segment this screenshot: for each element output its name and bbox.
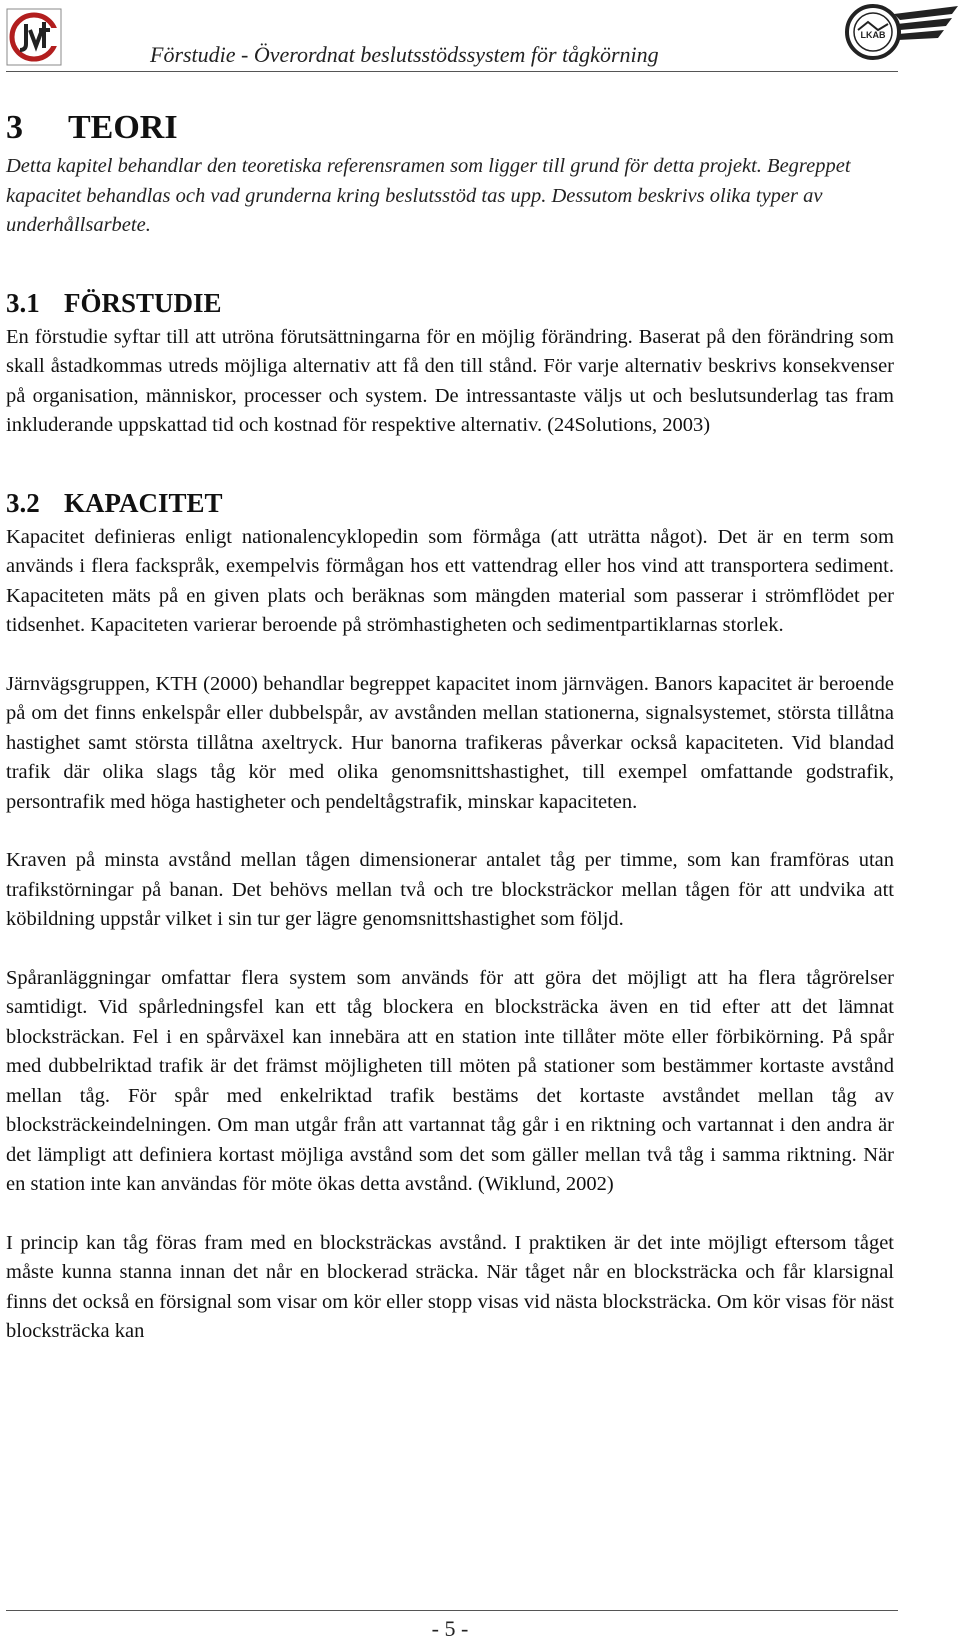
paragraph: Kraven på minsta avstånd mellan tågen dimensionerar antalet tåg per timme, som kan framföras utan trafikstörningar på banan. Det behövs mellan två och tre blocksträckor mellan tågen för att undvika att köbildning uppstår vilket i sin tur ger lägre genomsnittshastighet som följd. bbox=[6, 849, 894, 930]
page-number: - 5 - bbox=[431, 1616, 469, 1641]
paragraph: Järnvägsgruppen, KTH (2000) behandlar begreppet kapacitet inom järnvägen. Banors kapacitet är beroende på om det finns enkelspår eller dubbelspår, av avstånden mellan stationerna, signalsystemet, största tillåtna hastighet samt största tillåtna axeltryck. Hur banorna trafikeras påverkar också kapaciteten. Vid blandad trafik där olika slags tåg kör med olika genomsnittshastighet, till exempel omfattande godstrafik, persontrafik med höga hastigheter och pendeltågstrafik, minskar kapaciteten. bbox=[6, 672, 894, 813]
paragraph: Spåranläggningar omfattar flera system som används för att göra det möjligt att ha flera tågrörelser samtidigt. Vid spårledningsfel kan ett tåg blockera en blocksträcka även en tid efter att det lämnat blocksträckan. Fel i en spårväxel kan innebära att en station inte tillåter möte eller förbikörning. På spår med dubbelriktad trafik är det främst möjligheten till möten på stationer som bestämmer kortaste avstånd mellan tåg. För spår med enkelriktad trafik bestäms det kortaste avståndet mellan tåg av blocksträckeindelningen. Om man utgår från att vartannat tåg går i en riktning och vartannat i den andra är det lämpligt att definiera kortast möjliga avstånd som det som gäller mellan två tåg i samma riktning. När en station inte kan användas för möte ökas detta avstånd. (Wiklund, 2002) bbox=[6, 966, 894, 1195]
lkab-logo bbox=[840, 0, 960, 70]
footer-divider bbox=[6, 1610, 898, 1611]
section-heading-forstudie bbox=[6, 283, 894, 323]
page-content bbox=[6, 104, 894, 1347]
jvt-logo bbox=[6, 8, 62, 66]
paragraph: Kapacitet definieras enligt nationalencyklopedin som förmåga (att uträtta något). Det är en term som används i flera fackspråk, exempelvis förmågan hos ett vattendrag eller hos vind att transportera sediment. Kapaciteten mäts på en given plats och beräknas som mängden material som passerar i strömflödet per tidsenhet. Kapaciteten varierar beroende på strömhastigheten och sedimentpartiklarnas storlek. bbox=[6, 525, 894, 636]
running-title: Förstudie - Överordnat beslutsstödssystem för tågkörning bbox=[150, 42, 659, 67]
chapter-title: TEORI bbox=[68, 109, 178, 146]
chapter-intro: Detta kapitel behandlar den teoretiska referensramen som ligger till grund för detta projekt. Begreppet kapacitet behandlas och vad grunderna kring beslutsstöd tas upp. Dessutom beskrivs olika typer av underhållsarbete. bbox=[6, 155, 851, 236]
chapter-heading bbox=[6, 104, 894, 152]
header-divider bbox=[6, 71, 898, 72]
paragraph: En förstudie syftar till att utröna förutsättningarna för en möjlig förändring. Baserat på den förändring som skall åstadkommas utreds möjliga alternativ att få den till stånd. För varje alternativ beskrivs konsekvenser på organisation, människor, processer och system. De intressantaste väljs ut och beslutsunderlag tas fram inkluderande uppskattad tid och kostnad för respektive alternativ. (24Solutions, 2003) bbox=[6, 325, 894, 436]
section-number: 3.2 bbox=[6, 487, 40, 518]
lkab-logo-mark bbox=[840, 0, 960, 70]
section-number: 3.1 bbox=[6, 287, 40, 318]
section-title: KAPACITET bbox=[64, 487, 223, 518]
section-title: FÖRSTUDIE bbox=[64, 287, 222, 318]
section-heading-kapacitet bbox=[6, 483, 894, 523]
chapter-number: 3 bbox=[6, 109, 23, 146]
lkab-logo-text: LKAB bbox=[860, 30, 886, 40]
jvt-logo-mark bbox=[6, 8, 62, 66]
paragraph: I princip kan tåg föras fram med en blocksträckas avstånd. I praktiken är det inte möjligt eftersom tåget måste kunna stanna innan det når en blockerad sträcka. När tåget når en blocksträcka och får klarsignal finns det också en försignal som visar om kör eller stopp visas vid nästa blocksträcka. Om kör visas för näst blocksträcka kan bbox=[6, 1231, 894, 1342]
